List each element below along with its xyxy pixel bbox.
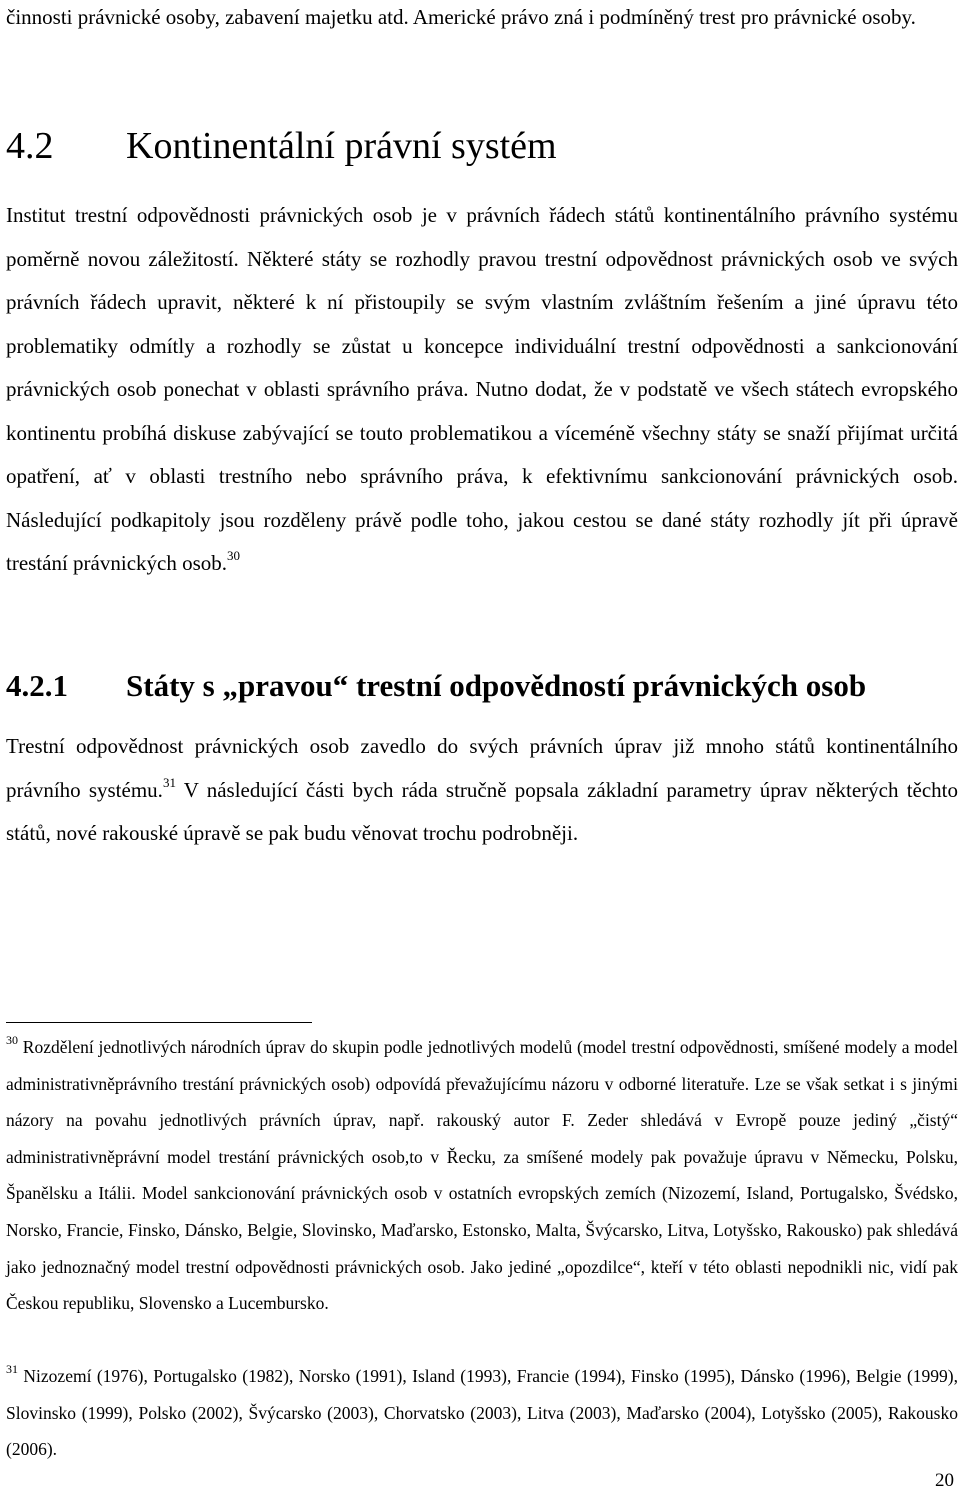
continued-paragraph	[6, 0, 958, 40]
subsection-heading	[6, 664, 866, 708]
subsection-paragraph-text-1: Trestní odpovědnost právnických osob zavedlo do svých právních úprav již mnoho států kontinentálního právního systému.	[6, 734, 958, 802]
section-title: Kontinentální právní systém	[126, 125, 557, 167]
footnote-30	[6, 1029, 958, 1322]
footnote-text: Nizozemí (1976), Portugalsko (1982), Norsko (1991), Island (1993), Francie (1994), Finsko (1995), Dánsko (1996), Belgie (1999), Slovinsko (1999), Polsko (2002), Švýcarsko (2003), Chorvatsko (2003), Litva (2003), Maďarsko (2004), Lotyšsko (2005), Rakousko (2006).	[6, 1366, 958, 1460]
footnote-number: 30	[6, 1033, 18, 1047]
continued-paragraph-text: činnosti právnické osoby, zabavení majetku atd. Americké právo zná i podmíněný trest pro právnické osoby.	[6, 5, 916, 29]
footnote-number: 31	[6, 1362, 18, 1376]
subsection-number: 4.2.1	[6, 668, 68, 703]
section-heading	[6, 122, 557, 170]
footnote-31	[6, 1358, 958, 1468]
subsection-paragraph	[6, 725, 958, 856]
footnote-ref-31[interactable]: 31	[162, 774, 176, 790]
page-number: 20	[935, 1470, 954, 1491]
footnote-text: Rozdělení jednotlivých národních úprav do skupin podle jednotlivých modelů (model trestní odpovědnosti, smíšené modely a model administrativněprávního trestání právnických osob) odpovídá převažujícímu názoru v odborné literatuře. Lze se však setkat i s jinými názory na povahu jednotlivých právních úprav, např. rakouský autor F. Zeder shledává v Evropě pouze jediný „čistý“ administrativněprávní model trestání právnických osob,to v Řecku, za smíšené modely pak považuje úpravu v Německu, Polsku, Španělsku a Itálii. Model sankcionování právnických osob v ostatních evropských zemích (Nizozemí, Island, Portugalsko, Švédsko, Norsko, Francie, Finsko, Dánsko, Belgie, Slovinsko, Maďarsko, Estonsko, Malta, Švýcarsko, Litva, Lotyšsko, Rakousko) pak shledává jako jednoznačný model trestní odpovědnosti právnických osob. Jako jediné „opozdilce“, kteří v této oblasti nepodnikli nic, vidí pak Českou republiku, Slovensko a Lucembursko.	[6, 1037, 958, 1314]
footnote-ref-30[interactable]: 30	[227, 548, 241, 563]
subsection-paragraph-text-2: V následující části bych ráda stručně popsala základní parametry úprav některých těchto států, nové rakouské úpravě se pak budu věnovat trochu podrobněji.	[6, 777, 959, 845]
section-paragraph	[6, 194, 958, 586]
section-paragraph-text: Institut trestní odpovědnosti právnických osob je v právních řádech států kontinentálního právního systému poměrně novou záležitostí. Některé státy se rozhodly pravou trestní odpovědnost právnických osob ve svých právních řádech upravit, některé k ní přistoupily se svým vlastním zvláštním řešením a jiné úpravu této problematiky odmítly a rozhodly se zůstat u koncepce individuální trestní odpovědnosti a sankcionování právnických osob ponechat v oblasti správního práva. Nutno dodat, že v podstatě ve všech státech evropského kontinentu probíhá diskuse zabývající se touto problematikou a víceméně všechny státy se snaží přijímat určitá opatření, ať v oblasti trestního nebo správního práva, k efektivnímu sankcionování právnických osob. Následující podkapitoly jsou rozděleny právě podle toho, jakou cestou se dané státy rozhodly jít při úpravě trestání právnických osob.	[6, 203, 958, 575]
footnote-separator	[6, 1022, 312, 1023]
section-number: 4.2	[6, 125, 54, 167]
subsection-title: Státy s „pravou“ trestní odpovědností právnických osob	[126, 668, 867, 703]
